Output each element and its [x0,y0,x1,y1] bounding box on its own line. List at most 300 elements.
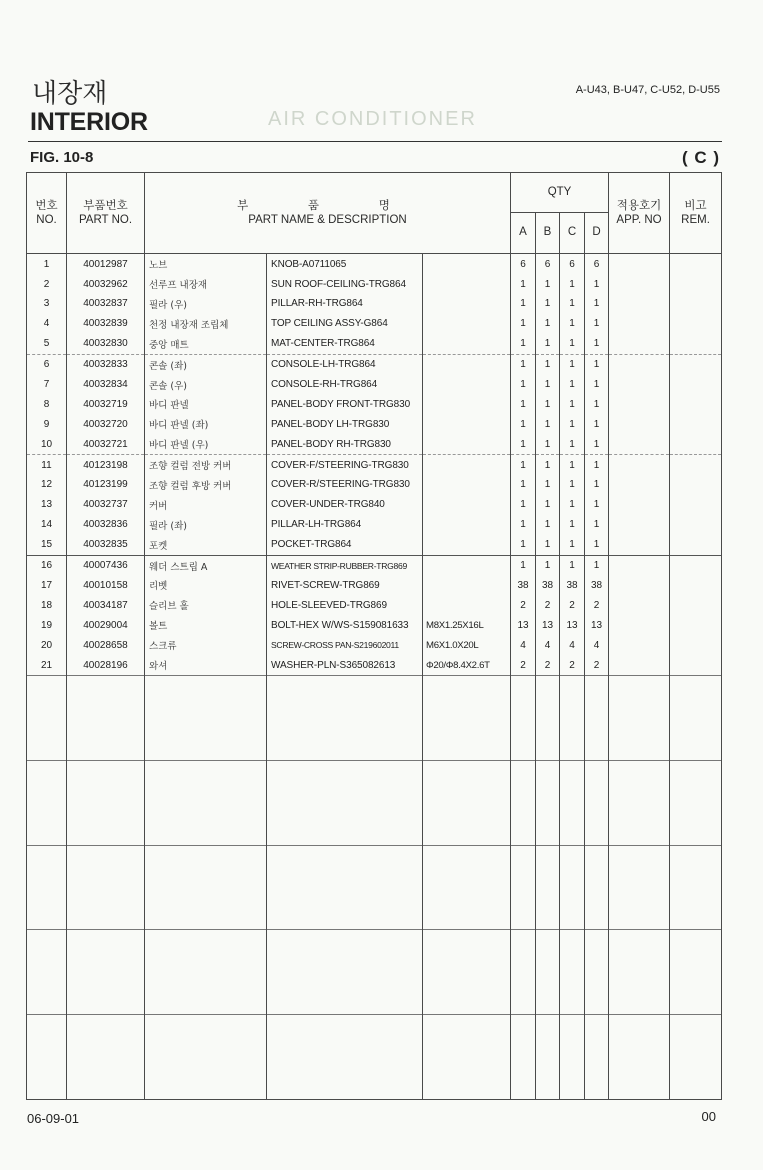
app-no-cell [609,414,670,434]
part-name: BOLT-HEX W/WS-S159081633 [267,615,423,635]
remarks-cell [670,475,722,495]
qty-b: 2 [536,655,560,675]
empty-cell [145,760,267,845]
remarks-cell [670,334,722,354]
qty-b: 1 [536,495,560,515]
part-name: MAT-CENTER-TRG864 [267,334,423,354]
app-no-cell [609,655,670,675]
qty-c: 1 [560,495,585,515]
part-name-korean: 노브 [145,254,267,274]
empty-cell [670,675,722,760]
empty-cell [609,1015,670,1100]
header-app-no-ko: 적용호기 [616,198,662,213]
empty-cell [560,1015,585,1100]
part-spec [423,274,511,294]
remarks-cell [670,375,722,395]
part-name-korean: 와셔 [145,655,267,675]
app-no-cell [609,595,670,615]
header-description [145,173,511,254]
remarks-cell [670,274,722,294]
item-number: 1 [27,254,67,274]
remarks-cell [670,254,722,274]
part-number: 40032737 [67,495,145,515]
table-row [27,515,722,535]
qty-a: 1 [511,334,536,354]
qty-a: 13 [511,615,536,635]
qty-a: 1 [511,375,536,395]
part-spec [423,254,511,274]
empty-cell [585,675,609,760]
qty-a: 1 [511,475,536,495]
qty-c: 1 [560,535,585,555]
empty-cell [609,675,670,760]
empty-cell [511,675,536,760]
header-app-no [609,173,670,254]
qty-c: 1 [560,555,585,575]
empty-cell [145,930,267,1015]
qty-c: 1 [560,274,585,294]
part-spec [423,394,511,414]
qty-b: 1 [536,375,560,395]
qty-d: 1 [585,434,609,454]
empty-row-block [27,1015,722,1100]
qty-b: 1 [536,455,560,475]
qty-b: 1 [536,354,560,374]
table-row [27,314,722,334]
item-number: 11 [27,455,67,475]
qty-a: 1 [511,394,536,414]
part-name: COVER-UNDER-TRG840 [267,495,423,515]
part-number: 40028658 [67,635,145,655]
part-name-korean: 슬리브 홀 [145,595,267,615]
qty-c: 4 [560,635,585,655]
app-no-cell [609,274,670,294]
table-row [27,334,722,354]
remarks-cell [670,294,722,314]
part-number: 40123199 [67,475,145,495]
part-spec [423,455,511,475]
header-remarks-ko: 비고 [684,198,707,213]
empty-cell [511,760,536,845]
table-row [27,274,722,294]
remarks-cell [670,515,722,535]
part-spec: M8X1.25X16L [423,615,511,635]
item-number: 9 [27,414,67,434]
qty-a: 1 [511,455,536,475]
qty-d: 1 [585,535,609,555]
qty-c: 1 [560,515,585,535]
part-spec [423,576,511,596]
header-description-en: PART NAME & DESCRIPTION [248,214,407,227]
app-no-cell [609,334,670,354]
part-number: 40032833 [67,354,145,374]
part-number: 40032837 [67,294,145,314]
item-number: 18 [27,595,67,615]
empty-cell [67,760,145,845]
part-number: 40032839 [67,314,145,334]
part-name: KNOB-A0711065 [267,254,423,274]
header-app-no-en: APP. NO [616,214,662,227]
qty-a: 4 [511,635,536,655]
empty-cell [560,930,585,1015]
header-description-ko: 부 품 명 [237,198,418,213]
empty-cell [560,760,585,845]
qty-a: 2 [511,655,536,675]
qty-d: 1 [585,274,609,294]
qty-c: 1 [560,394,585,414]
part-name: PANEL-BODY LH-TRG830 [267,414,423,434]
empty-cell [585,760,609,845]
qty-c: 38 [560,576,585,596]
app-no-cell [609,555,670,575]
part-number: 40032836 [67,515,145,535]
empty-cell [27,760,67,845]
part-number: 40032830 [67,334,145,354]
header-qty: QTY [511,173,609,213]
part-number: 40032834 [67,375,145,395]
qty-c: 1 [560,375,585,395]
model-list: A-U43, B-U47, C-U52, D-U55 [575,84,720,96]
item-number: 10 [27,434,67,454]
part-name-korean: 조향 컬럼 후방 커버 [145,475,267,495]
part-name: CONSOLE-LH-TRG864 [267,354,423,374]
revision-date: 06-09-01 [27,1111,80,1126]
part-number: 40032720 [67,414,145,434]
part-name-korean: 볼트 [145,615,267,635]
header-no-en: NO. [36,214,57,227]
page-number: 00 [701,1109,716,1124]
empty-cell [536,675,560,760]
empty-cell [670,1015,722,1100]
part-number: 40032835 [67,535,145,555]
remarks-cell [670,655,722,675]
qty-b: 2 [536,595,560,615]
table-row [27,254,722,274]
empty-cell [67,1015,145,1100]
app-no-cell [609,455,670,475]
part-name-korean: 필라 (우) [145,294,267,314]
page-title: INTERIOR [30,108,148,136]
empty-cell [511,930,536,1015]
qty-d: 1 [585,375,609,395]
part-name-korean: 스크류 [145,635,267,655]
item-number: 5 [27,334,67,354]
remarks-cell [670,595,722,615]
empty-cell [267,1015,423,1100]
qty-d: 1 [585,414,609,434]
table-row [27,475,722,495]
qty-b: 1 [536,515,560,535]
header-qty-c: C [560,212,585,254]
empty-cell [536,845,560,930]
item-number: 21 [27,655,67,675]
qty-d: 4 [585,635,609,655]
qty-c: 1 [560,434,585,454]
part-name: PILLAR-LH-TRG864 [267,515,423,535]
qty-a: 1 [511,294,536,314]
app-no-cell [609,615,670,635]
part-spec [423,334,511,354]
remarks-cell [670,455,722,475]
header-part-no-en: PART NO. [78,214,133,227]
empty-cell [423,675,511,760]
item-number: 19 [27,615,67,635]
qty-c: 1 [560,475,585,495]
empty-cell [609,845,670,930]
figure-number: FIG. 10-8 [30,149,94,166]
table-row [27,535,722,555]
empty-cell [536,930,560,1015]
empty-cell [511,845,536,930]
part-name: COVER-F/STEERING-TRG830 [267,455,423,475]
qty-d: 1 [585,475,609,495]
part-number: 40034187 [67,595,145,615]
empty-cell [267,675,423,760]
table-row [27,555,722,575]
empty-cell [560,675,585,760]
part-name: POCKET-TRG864 [267,535,423,555]
table-row [27,455,722,475]
part-name-korean: 리벳 [145,576,267,596]
empty-cell [145,675,267,760]
qty-b: 1 [536,314,560,334]
qty-a: 1 [511,434,536,454]
empty-cell [267,845,423,930]
title-divider [28,141,722,142]
empty-cell [27,930,67,1015]
qty-a: 6 [511,254,536,274]
part-number: 40012987 [67,254,145,274]
qty-b: 1 [536,555,560,575]
parts-table [26,172,722,1100]
remarks-cell [670,555,722,575]
part-spec [423,535,511,555]
part-name-korean: 콘솔 (좌) [145,354,267,374]
table-row [27,635,722,655]
qty-b: 1 [536,334,560,354]
item-number: 15 [27,535,67,555]
qty-b: 1 [536,414,560,434]
item-number: 14 [27,515,67,535]
part-name-korean: 중앙 매트 [145,334,267,354]
part-name-korean: 커버 [145,495,267,515]
table-header [27,173,722,254]
section-code: ( C ) [681,148,720,167]
empty-cell [536,760,560,845]
empty-row-block [27,760,722,845]
remarks-cell [670,635,722,655]
empty-cell [423,1015,511,1100]
item-number: 2 [27,274,67,294]
part-name: WASHER-PLN-S365082613 [267,655,423,675]
part-spec [423,595,511,615]
remarks-cell [670,354,722,374]
part-name-korean: 조향 컬럼 전방 커버 [145,455,267,475]
part-spec [423,515,511,535]
qty-d: 6 [585,254,609,274]
qty-d: 13 [585,615,609,635]
qty-c: 13 [560,615,585,635]
part-name-korean: 천정 내장재 조립체 [145,314,267,334]
part-spec [423,434,511,454]
qty-c: 2 [560,655,585,675]
app-no-cell [609,354,670,374]
page-title-korean: 내장재 [32,79,108,109]
table-row [27,595,722,615]
empty-cell [585,845,609,930]
qty-b: 38 [536,576,560,596]
table-row [27,394,722,414]
empty-cell [27,845,67,930]
part-number: 40010158 [67,576,145,596]
part-name: TOP CEILING ASSY-G864 [267,314,423,334]
qty-a: 38 [511,576,536,596]
header-qty-a: A [511,212,536,254]
table-row [27,414,722,434]
qty-b: 1 [536,434,560,454]
part-spec: Φ20/Φ8.4X2.6T [423,655,511,675]
empty-cell [560,845,585,930]
part-spec [423,414,511,434]
header-remarks [670,173,722,254]
table-row [27,434,722,454]
table-row [27,375,722,395]
qty-b: 13 [536,615,560,635]
table-row [27,294,722,314]
app-no-cell [609,635,670,655]
part-number: 40032721 [67,434,145,454]
empty-cell [423,760,511,845]
part-name-korean: 바디 판넬 (좌) [145,414,267,434]
qty-a: 1 [511,535,536,555]
empty-cell [670,930,722,1015]
qty-a: 1 [511,414,536,434]
empty-cell [267,760,423,845]
part-name-korean: 웨더 스트립 A [145,555,267,575]
qty-a: 1 [511,555,536,575]
item-number: 8 [27,394,67,414]
app-no-cell [609,254,670,274]
qty-b: 1 [536,475,560,495]
header-qty-d: D [585,212,609,254]
qty-c: 2 [560,595,585,615]
qty-b: 1 [536,535,560,555]
app-no-cell [609,475,670,495]
empty-cell [145,845,267,930]
qty-c: 1 [560,314,585,334]
app-no-cell [609,535,670,555]
empty-cell [27,1015,67,1100]
part-number: 40032719 [67,394,145,414]
table-body [27,254,722,1100]
empty-cell [585,1015,609,1100]
app-no-cell [609,495,670,515]
part-name: HOLE-SLEEVED-TRG869 [267,595,423,615]
empty-cell [145,1015,267,1100]
qty-c: 1 [560,414,585,434]
bleed-through-text: AIR CONDITIONER [268,108,477,130]
part-name: PANEL-BODY RH-TRG830 [267,434,423,454]
app-no-cell [609,434,670,454]
part-name: PILLAR-RH-TRG864 [267,294,423,314]
app-no-cell [609,515,670,535]
qty-c: 1 [560,455,585,475]
qty-d: 2 [585,595,609,615]
part-number: 40028196 [67,655,145,675]
part-name: SUN ROOF-CEILING-TRG864 [267,274,423,294]
remarks-cell [670,495,722,515]
empty-cell [267,930,423,1015]
qty-a: 1 [511,274,536,294]
remarks-cell [670,576,722,596]
empty-row-block [27,845,722,930]
qty-b: 4 [536,635,560,655]
item-number: 20 [27,635,67,655]
part-name-korean: 선루프 내장재 [145,274,267,294]
item-number: 12 [27,475,67,495]
qty-b: 1 [536,394,560,414]
empty-cell [67,930,145,1015]
part-name-korean: 바디 판넬 [145,394,267,414]
qty-d: 1 [585,294,609,314]
empty-row-block [27,930,722,1015]
empty-row-block [27,675,722,760]
part-spec [423,294,511,314]
qty-a: 1 [511,314,536,334]
empty-cell [670,845,722,930]
part-name: COVER-R/STEERING-TRG830 [267,475,423,495]
item-number: 4 [27,314,67,334]
qty-c: 1 [560,294,585,314]
part-name-korean: 포켓 [145,535,267,555]
part-spec [423,555,511,575]
part-number: 40032962 [67,274,145,294]
qty-d: 1 [585,455,609,475]
header-no-ko: 번호 [35,198,58,213]
app-no-cell [609,314,670,334]
qty-c: 1 [560,334,585,354]
item-number: 16 [27,555,67,575]
item-number: 17 [27,576,67,596]
qty-d: 1 [585,394,609,414]
remarks-cell [670,394,722,414]
header-part-no [67,173,145,254]
remarks-cell [670,414,722,434]
table-row [27,495,722,515]
part-spec [423,475,511,495]
part-number: 40007436 [67,555,145,575]
part-number: 40123198 [67,455,145,475]
qty-a: 1 [511,495,536,515]
header-qty-b: B [536,212,560,254]
item-number: 6 [27,354,67,374]
table-row [27,655,722,675]
table-row [27,354,722,374]
qty-b: 1 [536,274,560,294]
empty-cell [27,675,67,760]
qty-d: 2 [585,655,609,675]
qty-d: 1 [585,555,609,575]
qty-d: 1 [585,334,609,354]
qty-b: 1 [536,294,560,314]
header-part-no-ko: 부품번호 [83,198,128,213]
remarks-cell [670,434,722,454]
qty-a: 1 [511,354,536,374]
empty-cell [423,845,511,930]
part-number: 40029004 [67,615,145,635]
qty-c: 1 [560,354,585,374]
part-spec [423,314,511,334]
